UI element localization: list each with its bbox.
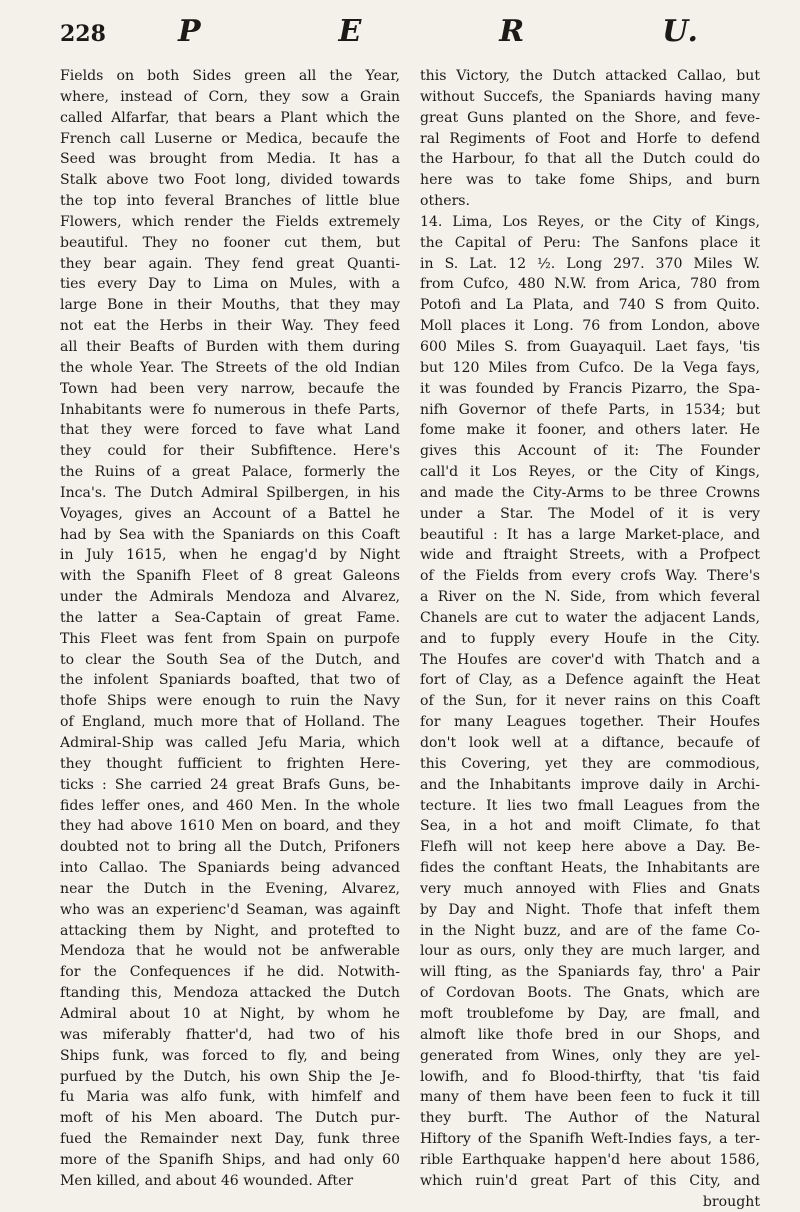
text-line: Admiral-Ship was called Jefu Maria, which: [60, 735, 400, 751]
text-line: Chanels are cut to water the adjacent Lands,: [420, 609, 760, 626]
text-line: beautiful. They no fooner cut them, but: [60, 234, 400, 251]
text-line: moft troublefome by Day, are fmall, and: [420, 1005, 760, 1022]
text-line: was miferably fhatter'd, had two of his: [60, 1026, 400, 1043]
text-line: ral Regiments of Foot and Horfe to defend: [420, 130, 760, 147]
text-line: lour as ours, only they are much larger, and: [420, 943, 760, 960]
text-line: nifh Governor of thefe Parts, in 1534; but: [420, 401, 760, 418]
text-line: 14. Lima, Los Reyes, or the City of Kings,: [420, 213, 760, 230]
text-line: thofe Ships were enough to ruin the Navy: [60, 693, 400, 710]
text-line: don't look well at a diftance, becaufe of: [420, 735, 760, 751]
text-line: ties every Day to Lima on Mules, with a: [60, 276, 400, 293]
text-line: Inhabitants were fo numerous in thefe Parts,: [60, 401, 400, 418]
text-line: Fields on both Sides green all the Year,: [60, 68, 400, 84]
text-line: for the Confequences if he did. Notwith-: [60, 964, 400, 981]
text-line: Men killed, and about 46 wounded. After: [60, 1172, 354, 1189]
text-line: gives this Account of it: The Founder: [420, 443, 760, 460]
text-line: This Fleet was fent from Spain on purpofe: [60, 630, 400, 647]
right-column: [420, 66, 760, 1212]
text-line: lowifh, and fo Blood-thirfty, that 'tis faid: [420, 1068, 760, 1085]
text-line: in S. Lat. 12 ½. Long 297. 370 Miles W.: [420, 255, 760, 272]
text-line: the top into feveral Branches of little blue: [60, 193, 400, 210]
text-line: others.: [420, 193, 471, 210]
text-line: will fting, as the Spaniards fay, thro' a Pair: [420, 964, 760, 981]
text-line: and the Inhabitants improve daily in Archi-: [420, 776, 760, 793]
text-line: of Cordovan Boots. The Gnats, which are: [420, 985, 760, 1002]
text-line: Seed was brought from Media. It has a: [60, 151, 400, 168]
text-line: they bear again. They fend great Quanti-: [60, 255, 400, 272]
text-line: The Houfes are cover'd with Thatch and a: [420, 651, 760, 668]
text-line: Voyages, gives an Account of a Battel he: [60, 505, 400, 522]
text-line: fome make it fooner, and others later. He: [420, 422, 760, 439]
text-line: Potofi and La Plata, and 740 S from Quito.: [420, 297, 760, 314]
text-line: by Day and Night. Thofe that infeft them: [420, 901, 760, 918]
text-line: for many Leagues together. Their Houfes: [420, 714, 760, 731]
text-line: Stalk above two Foot long, divided towards: [60, 172, 400, 189]
text-line: Hiftory of the Spanifh Weft-Indies fays, a ter-: [420, 1131, 760, 1148]
text-line: beautiful : It has a large Market-place, and: [420, 526, 760, 543]
text-line: 600 Miles S. from Guayaquil. Laet fays, 'tis: [420, 338, 760, 355]
text-line: moft of his Men aboard. The Dutch pur-: [60, 1110, 400, 1127]
text-line: fides leffer ones, and 460 Men. In the whole: [60, 797, 400, 814]
text-line: Town had been very narrow, becaufe the: [60, 380, 400, 397]
text-line: the Ruins of a great Palace, formerly the: [60, 464, 400, 481]
text-line: Admiral about 10 at Night, by whom he: [60, 1005, 400, 1022]
text-line: fu Maria was alfo funk, with himfelf and: [60, 1089, 400, 1106]
text-line: of the Fields from every crofs Way. There's: [420, 568, 760, 585]
text-line: called Alfarfar, that bears a Plant which the: [60, 109, 400, 126]
text-line: French call Luserne or Medica, becaufe the: [60, 130, 400, 147]
text-line: Inca's. The Dutch Admiral Spilbergen, in his: [60, 484, 400, 501]
text-line: many of them have been feen to fuck it till: [420, 1089, 760, 1106]
running-head: [130, 14, 760, 49]
text-line: into Callao. The Spaniards being advanced: [60, 860, 400, 877]
text-line: purfued by the Dutch, his own Ship the Je-: [60, 1068, 400, 1085]
text-line: they burft. The Author of the Natural: [420, 1110, 760, 1127]
text-line: not eat the Herbs in their Way. They feed: [60, 318, 400, 335]
text-line: this Victory, the Dutch attacked Callao, but: [420, 68, 760, 84]
text-line: of the Sun, for it never rains on this Coaft: [420, 693, 760, 710]
text-line: doubted not to bring all the Dutch, Prifoners: [60, 839, 400, 856]
text-line: they could for their Subfiftence. Here's: [60, 443, 400, 460]
text-line: and made the City-Arms to be three Crowns: [420, 484, 760, 501]
text-line: to clear the South Sea of the Dutch, and: [60, 651, 400, 668]
text-line: but 120 Miles from Cufco. De la Vega fays,: [420, 359, 760, 376]
text-line: Mendoza that he would not be anfwerable: [60, 943, 400, 960]
text-line: the Capital of Peru: The Sanfons place it: [420, 234, 760, 251]
catchword: brought: [702, 1193, 760, 1210]
text-line: very much annoyed with Flies and Gnats: [420, 880, 760, 897]
text-line: this Covering, yet they are commodious,: [420, 755, 760, 772]
text-line: tecture. It lies two fmall Leagues from the: [420, 797, 760, 814]
text-line: Sea, in a hot and moift Climate, fo that: [420, 818, 760, 835]
text-line: Moll places it Long. 76 from London, above: [420, 318, 760, 335]
text-line: where, instead of Corn, they sow a Grain: [60, 88, 400, 105]
running-head-letter: U.: [662, 14, 700, 49]
text-line: wide and ftraight Streets, with a Profpect: [420, 547, 760, 564]
text-line: fides the conftant Heats, the Inhabitants are: [420, 860, 760, 877]
running-head-letter: P: [178, 14, 203, 49]
text-line: here was to take fome Ships, and burn: [420, 172, 760, 189]
text-line: all their Beafts of Burden with them during: [60, 338, 400, 355]
text-line: Flowers, which render the Fields extremely: [60, 213, 400, 230]
text-line: large Bone in their Mouths, that they may: [60, 297, 400, 314]
text-line: the latter a Sea-Captain of great Fame.: [60, 609, 400, 626]
text-line: under the Admirals Mendoza and Alvarez,: [60, 589, 400, 606]
text-line: had by Sea with the Spaniards on this Coaft: [60, 526, 400, 543]
left-column: [60, 66, 400, 1212]
text-line: the whole Year. The Streets of the old Indian: [60, 359, 400, 376]
text-line: call'd it Los Reyes, or the City of Kings,: [420, 464, 760, 481]
text-line: they thought fufficient to frighten Here-: [60, 755, 400, 772]
text-line: ftanding this, Mendoza attacked the Dutch: [60, 985, 400, 1002]
text-line: great Guns planted on the Shore, and feve-: [420, 109, 760, 126]
running-head-letter: R: [499, 14, 527, 49]
text-line: near the Dutch in the Evening, Alvarez,: [60, 880, 400, 897]
page-header: [60, 14, 760, 66]
text-line: it was founded by Francis Pizarro, the Spa-: [420, 380, 760, 397]
text-line: who was an experienc'd Seaman, was againft: [60, 901, 400, 918]
text-line: Flefh will not keep here above a Day. Be-: [420, 839, 760, 856]
running-head-letter: E: [338, 14, 364, 49]
text-line: in the Night buzz, and are of the fame Co-: [420, 922, 760, 939]
text-line: that they were forced to fave what Land: [60, 422, 400, 439]
page-number: 228: [60, 21, 106, 47]
text-line: in July 1615, when he engag'd by Night: [60, 547, 400, 564]
text-line: fued the Remainder next Day, funk three: [60, 1131, 400, 1148]
text-line: more of the Spanifh Ships, and had only 60: [60, 1151, 400, 1168]
text-line: with the Spanifh Fleet of 8 great Galeons: [60, 568, 400, 585]
text-line: attacking them by Night, and protefted to: [60, 922, 400, 939]
text-line: the infolent Spaniards boafted, that two of: [60, 672, 400, 689]
text-line: they had above 1610 Men on board, and they: [60, 818, 400, 835]
text-line: of England, much more that of Holland. The: [60, 714, 400, 731]
text-line: Ships funk, was forced to fly, and being: [60, 1047, 400, 1064]
text-line: without Succefs, the Spaniards having many: [420, 88, 760, 105]
text-line: generated from Wines, only they are yel-: [420, 1047, 760, 1064]
text-line: fort of Clay, as a Defence againft the Heat: [420, 672, 760, 689]
text-line: almoft like thofe bred in our Shops, and: [420, 1026, 760, 1043]
text-columns: [60, 66, 760, 1212]
text-line: a River on the N. Side, from which feveral: [420, 589, 760, 606]
text-line: which ruin'd great Part of this City, and: [420, 1172, 760, 1189]
text-line: and to fupply every Houfe in the City.: [420, 630, 760, 647]
text-line: the Harbour, fo that all the Dutch could do: [420, 151, 760, 168]
text-line: from Cufco, 480 N.W. from Arica, 780 from: [420, 276, 760, 293]
text-line: ticks : She carried 24 great Brafs Guns, be-: [60, 776, 400, 793]
text-line: under a Star. The Model of it is very: [420, 505, 760, 522]
text-line: rible Earthquake happen'd here about 1586,: [420, 1151, 760, 1168]
